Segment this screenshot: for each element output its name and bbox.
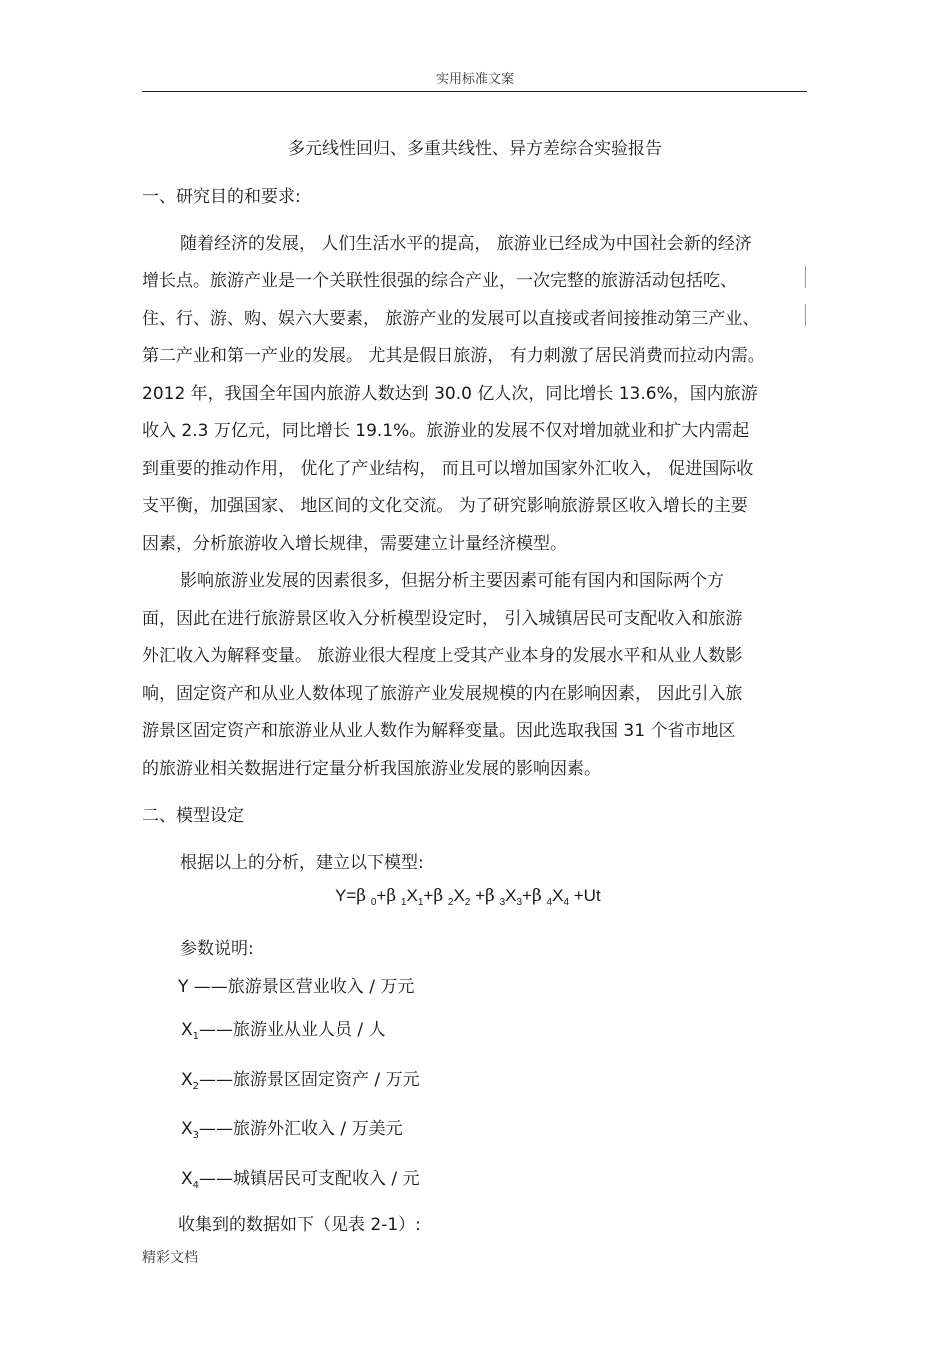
page-header: 实用标准文案 bbox=[435, 72, 514, 87]
paragraph-line: 收入 2.3 万亿元，同比增长 19.1%。旅游业的发展不仅对增加就业和扩大内需起 bbox=[142, 421, 750, 441]
paragraph-line: 影响旅游业发展的因素很多，但据分析主要因素可能有国内和国际两个方 bbox=[180, 571, 724, 591]
paragraph-line: 随着经济的发展， 人们生活水平的提高， 旅游业已经成为中国社会新的经济 bbox=[180, 234, 752, 254]
variable-definition: $X_3——$旅游外汇收入 / 万美元 bbox=[181, 1119, 403, 1141]
paragraph-line: 支平衡，加强国家、 地区间的文化交流。 为了研究影响旅游景区收入增长的主要 bbox=[142, 496, 748, 516]
paragraph-line: 到重要的推动作用， 优化了产业结构， 而且可以增加国家外汇收入， 促进国际收 bbox=[142, 459, 754, 479]
margin-mark bbox=[805, 266, 806, 288]
paragraph-line: 第二产业和第一产业的发展。 尤其是假日旅游， 有力刺激了居民消费而拉动内需。 bbox=[142, 346, 765, 366]
paragraph-line: 面，因此在进行旅游景区收入分析模型设定时， 引入城镇居民可支配收入和旅游 bbox=[142, 609, 743, 629]
variable-definition: $X_1——$旅游业从业人员 / 人 bbox=[181, 1020, 386, 1042]
margin-mark bbox=[805, 304, 806, 326]
page-footer: 精彩文档 bbox=[142, 1250, 198, 1266]
paragraph-line: 因素，分析旅游收入增长规律，需要建立计量经济模型。 bbox=[142, 534, 567, 554]
variable-definition: $X_2——$旅游景区固定资产 / 万元 bbox=[181, 1070, 420, 1092]
report-title: 多元线性回归、多重共线性、异方差综合实验报告 bbox=[288, 139, 662, 159]
model-intro: 根据以上的分析，建立以下模型: bbox=[180, 853, 424, 873]
regression-formula: Y=β $_0$+β $_1X_1+\beta$ $_2X_2 +\beta$ $_3X_3+\beta$ $_4X_4 +Ut$ bbox=[335, 886, 601, 908]
paragraph-line: 响，固定资产和从业人数体现了旅游产业发展规模的内在影响因素， 因此引入旅 bbox=[142, 684, 743, 704]
variable-definition: $X_4——$城镇居民可支配收入 / 元 bbox=[181, 1169, 420, 1191]
params-label: 参数说明: bbox=[180, 939, 254, 959]
section-heading-model-setup: 二、模型设定 bbox=[142, 806, 244, 826]
variable-definition: Y ——旅游景区营业收入 / 万元 bbox=[178, 977, 415, 997]
paragraph-line: 住、行、游、购、娱六大要素， 旅游产业的发展可以直接或者间接推动第三产业、 bbox=[142, 309, 760, 329]
data-intro: 收集到的数据如下（见表 2-1）: bbox=[178, 1215, 421, 1235]
paragraph-line: 增长点。旅游产业是一个关联性很强的综合产业，一次完整的旅游活动包括吃、 bbox=[142, 271, 737, 291]
paragraph-line: 外汇收入为解释变量。 旅游业很大程度上受其产业本身的发展水平和从业人数影 bbox=[142, 646, 743, 666]
paragraph-line: 游景区固定资产和旅游业从业人数作为解释变量。因此选取我国 31 个省市地区 bbox=[142, 721, 736, 741]
section-heading-research-goals: 一、研究目的和要求: bbox=[142, 187, 301, 207]
paragraph-line: 的旅游业相关数据进行定量分析我国旅游业发展的影响因素。 bbox=[142, 759, 601, 779]
paragraph-line: 2012 年，我国全年国内旅游人数达到 30.0 亿人次，同比增长 13.6%，国内旅游 bbox=[142, 384, 758, 404]
header-divider bbox=[142, 91, 807, 92]
